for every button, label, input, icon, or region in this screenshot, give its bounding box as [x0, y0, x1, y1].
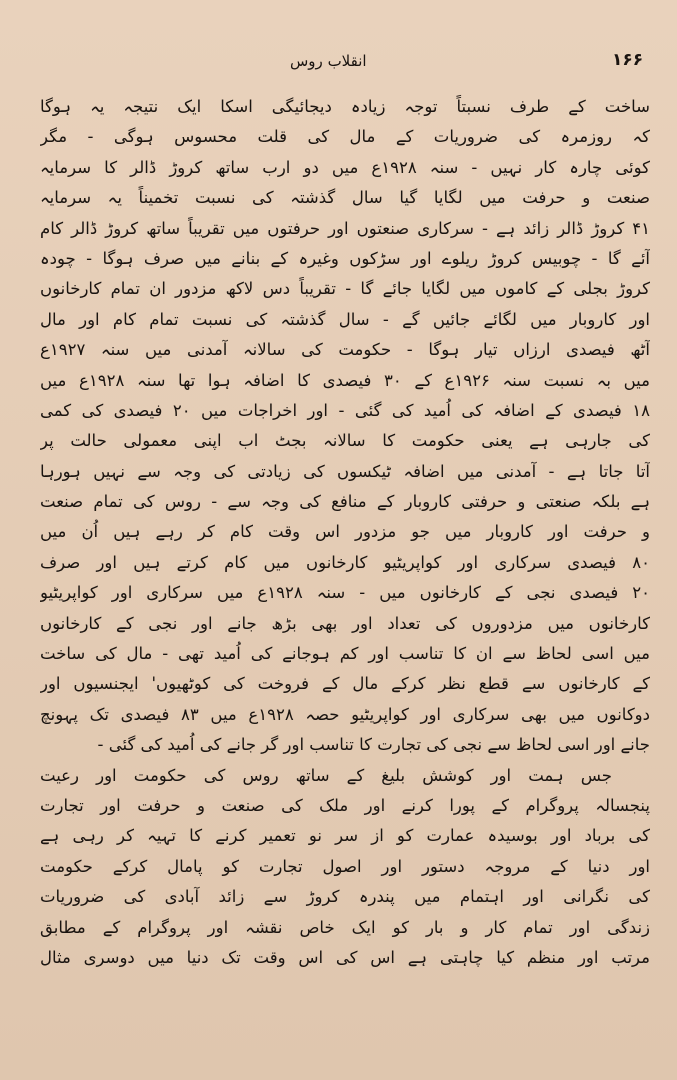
text-line: کروڑ بجلی کے کاموں میں لگایا جائے گا - تقریباً دس لاکھ مزدور ان تمام کارخانوں: [40, 279, 650, 299]
text-line: زندگی اور تمام کار و بار کو ایک خاص نقشہ اور پروگرام کے مطابق: [40, 917, 650, 937]
text-line: آٹھ فیصدی ارزاں تیار ہوگا - حکومت کی سالانہ آمدنی میں سنہ ۱۹۲۷ع: [40, 340, 650, 360]
text-line: ۴۱ کروڑ ڈالر زائد ہے - سرکاری صنعتوں اور حرفتوں میں تقریباً ساتھ کروڑ ڈالر کام: [40, 218, 650, 238]
text-line: اور دنیا کے مروجہ دستور اور اصول تجارت کو پامال کرکے حکومت: [40, 856, 650, 876]
text-line: کوئی چارہ کار نہیں - سنہ ۱۹۲۸ع میں دو ارب ساتھ کروڑ ڈالر کا سرمایہ: [40, 157, 650, 177]
text-line: آئے گا - چوبیس کروڑ ریلوے اور سڑکوں وغیرہ کے بنانے میں صرف ہوگا - چودہ: [40, 248, 650, 268]
text-line: کارخانوں میں مزدوروں کی تعداد اور بھی بڑھ جانے اور نجی کے کارخانوں: [40, 613, 650, 633]
text-line: میں بہ نسبت سنہ ۱۹۲۶ع کے ۳۰ فیصدی کا اضافہ ہوا تھا سنہ ۱۹۲۸ع میں: [40, 370, 650, 390]
text-line: ۱۸ فیصدی کے اضافہ کی اُمید کی گئی - اور اخراجات میں ۲۰ فیصدی کی کمی: [40, 400, 650, 420]
running-header: [0, 44, 677, 84]
text-line: ۲۰ فیصدی نجی کے کارخانوں میں - سنہ ۱۹۲۸ع میں سرکاری اور کواپریٹیو: [40, 583, 650, 603]
running-title: انقلاب روس: [290, 52, 367, 70]
text-line: اور کاروبار میں لگائے جائیں گے - سال گذشتہ کی نسبت تمام کام اور مال: [40, 309, 650, 329]
text-line: ساخت کے طرف نسبتاً توجہ زیادہ دیجائیگی اسکا ایک نتیجہ یہ ہوگا: [40, 97, 650, 116]
text-line: ہے بلکہ صنعتی و حرفتی کاروبار کے منافع کی وجہ سے - روس کی تمام صنعت: [40, 492, 650, 512]
text-line: کے کارخانوں سے قطع نظر کرکے مال کے فروخت کی کوٹھیوں' ایجنسیوں اور: [40, 674, 650, 694]
text-line: صنعت و حرفت میں لگایا گیا سال گذشتہ کی نسبت تخمیناً یہ سرمایہ: [40, 188, 650, 208]
text-line: کہ روزمرہ کی ضروریات کے مال کی قلت محسوس ہوگی - مگر: [40, 127, 650, 147]
body-text: [40, 92, 650, 973]
text-line: کی جارہی ہے یعنی حکومت کا سالانہ بجٹ اب اپنی معمولی حالت پر: [40, 431, 650, 451]
page-number: ۱۶۶: [612, 50, 644, 70]
text-line: آتا جاتا ہے - آمدنی میں اضافہ ٹیکسوں کی زیادتی کی وجہ سے نہیں ہورہا: [40, 461, 650, 481]
text-line: میں اسی لحاظ سے ان کا تناسب اور کم ہوجانے کی اُمید تھی - مال کی ساخت: [40, 644, 650, 664]
text-line: و حرفت اور کاروبار میں جو مزدور اس وقت کام کر رہے ہیں اُن میں: [40, 522, 650, 542]
text-line: کی نگرانی اور اہتمام میں پندرہ کروڑ سے زائد آبادی کی ضروریات: [40, 887, 650, 907]
paragraph-start-line: جس ہمت اور کوشش بلیغ کے ساتھ روس کی حکومت اور رعیت: [40, 765, 612, 785]
paragraph-end-line: جانے اور اسی لحاظ سے نجی کی تجارت کا تناسب اور گر جانے کی اُمید کی گئی -: [97, 735, 650, 755]
text-line: مرتب اور منظم کیا چاہتی ہے اس کی اس وقت تک دنیا میں دوسری مثال: [40, 947, 650, 967]
text-line: پنجسالہ پروگرام کے پورا کرنے اور ملک کی صنعت و حرفت اور تجارت: [40, 795, 650, 815]
text-line: دوکانوں میں بھی سرکاری اور کواپریٹیو حصہ ۱۹۲۸ع میں ۸۳ فیصدی تک پہونچ: [40, 704, 650, 724]
text-line: کی برباد اور بوسیدہ عمارت کو از سر نو تعمیر کرنے کا تہیہ کر رہی ہے: [40, 826, 650, 846]
text-line: ۸۰ فیصدی سرکاری اور کواپریٹیو کارخانوں میں کام کرتے ہیں اور صرف: [40, 552, 650, 572]
